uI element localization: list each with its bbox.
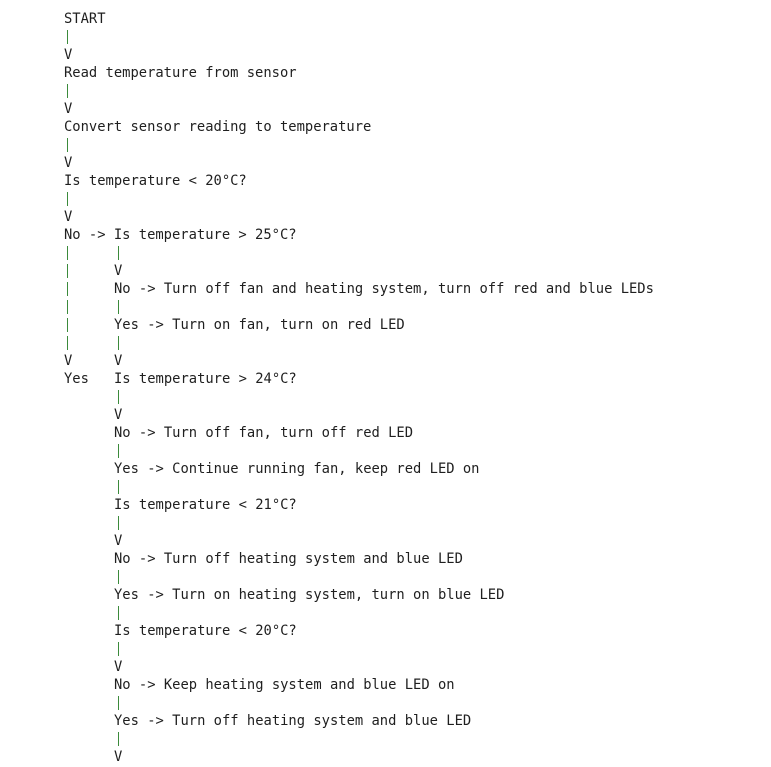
connector-line <box>67 300 68 314</box>
connector-line <box>67 30 68 44</box>
arrow-down: V <box>114 659 123 675</box>
branch-yes-label: Yes <box>64 371 89 387</box>
arrow-down: V <box>64 353 73 369</box>
connector-line <box>118 300 119 314</box>
step-convert-reading: Convert sensor reading to temperature <box>64 119 372 135</box>
connector-line <box>67 84 68 98</box>
arrow-down: V <box>114 263 123 279</box>
step-read-sensor: Read temperature from sensor <box>64 65 297 81</box>
decision-below-20-second: Is temperature < 20°C? <box>114 623 297 639</box>
decision-below-20: Is temperature < 20°C? <box>64 173 247 189</box>
action-yes-below-20: Yes -> Turn off heating system and blue LED <box>114 713 472 729</box>
connector-line <box>118 732 119 746</box>
connector-line <box>67 264 68 278</box>
action-no-above-25: No -> Turn off fan and heating system, turn off red and blue LEDs <box>114 281 654 297</box>
arrow-down: V <box>114 407 123 423</box>
connector-line <box>118 246 119 260</box>
decision-below-21: Is temperature < 21°C? <box>114 497 297 513</box>
connector-line <box>118 696 119 710</box>
connector-line <box>118 336 119 350</box>
connector-line <box>67 318 68 332</box>
connector-line <box>67 336 68 350</box>
action-yes-above-24: Yes -> Continue running fan, keep red LED on <box>114 461 480 477</box>
connector-line <box>67 282 68 296</box>
action-no-below-20: No -> Keep heating system and blue LED on <box>114 677 455 693</box>
connector-line <box>118 570 119 584</box>
connector-line <box>118 606 119 620</box>
connector-line <box>118 642 119 656</box>
connector-line <box>118 444 119 458</box>
connector-line <box>118 516 119 530</box>
connector-line <box>118 480 119 494</box>
action-no-above-24: No -> Turn off fan, turn off red LED <box>114 425 414 441</box>
arrow-down: V <box>114 353 123 369</box>
arrow-down: V <box>64 155 73 171</box>
action-no-below-21: No -> Turn off heating system and blue LED <box>114 551 463 567</box>
connector-line <box>118 390 119 404</box>
arrow-down: V <box>64 47 73 63</box>
arrow-down: V <box>114 749 123 765</box>
action-yes-below-21: Yes -> Turn on heating system, turn on blue LED <box>114 587 505 603</box>
connector-line <box>67 192 68 206</box>
connector-line <box>67 246 68 260</box>
arrow-down: V <box>64 101 73 117</box>
flow-start: START <box>64 11 106 27</box>
action-yes-above-25: Yes -> Turn on fan, turn on red LED <box>114 317 405 333</box>
decision-above-25: No -> Is temperature > 25°C? <box>64 227 297 243</box>
arrow-down: V <box>114 533 123 549</box>
decision-above-24: Is temperature > 24°C? <box>114 371 297 387</box>
arrow-down: V <box>64 209 73 225</box>
connector-line <box>67 138 68 152</box>
